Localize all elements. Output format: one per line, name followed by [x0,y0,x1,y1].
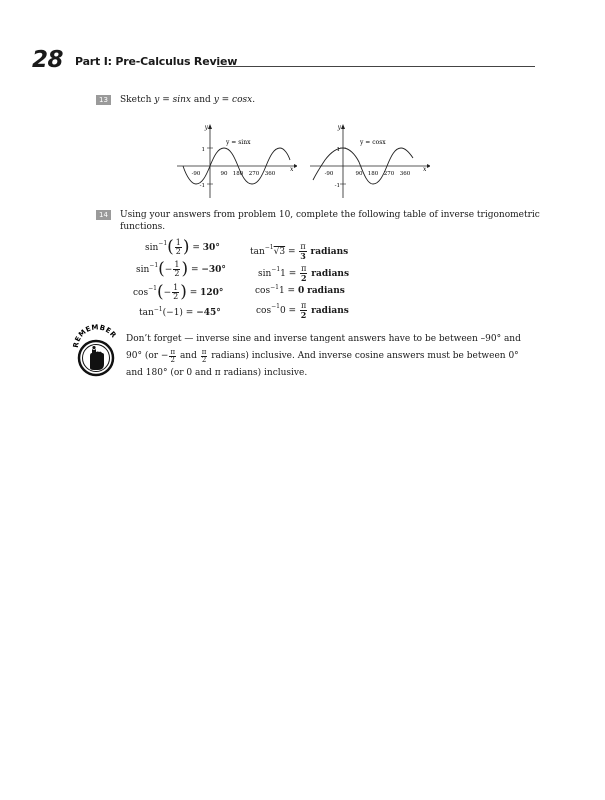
answer-unit: radians [311,268,350,279]
sine-y-arrow [208,124,212,129]
fraction: $\frac{\pi}{2}$ [300,301,307,320]
cosine-tick-360: 360 [399,171,411,177]
answer-value: −30° [201,264,226,275]
cosine-y-label: y [337,124,341,131]
sine-graph [172,120,297,200]
answer-row-right-1: tan $^{-1}$ √3 = $\frac{\pi}{3}$ radians [250,242,349,261]
answer-row-right-2: sin $^{-1}$ 1 = $\frac{\pi}{2}$ radians [258,264,350,283]
q13-prefix: Sketch [120,95,152,105]
question-13-badge: 13 [96,95,111,105]
fraction: $\frac{\pi}{2}$ [301,264,307,283]
sine-tick-ym1: -1 [199,183,205,189]
remember-icon-label: REMEMBER [71,323,118,349]
cosine-tick-y1: 1 [336,147,340,153]
cosine-tick-neg90: -90 [324,171,334,177]
answer-unit: radians [311,305,349,316]
remember-note [126,331,546,382]
q13-eq1: y = sinx [154,95,191,105]
cosine-x-label: x [423,166,427,173]
answer-row-right-4: cos $^{-1}$ 0 = $\frac{\pi}{2}$ radians [256,301,349,320]
sine-tick-180: 180 [232,171,244,177]
answer-unit: radians [310,246,349,257]
remember-line-2: 90° (or − $\frac{\pi}{2}$ and $\frac{\pi}{2}$ radians) inclusive. And inverse cosine answers must be between 0° [126,348,519,364]
q13-and: and [193,95,211,105]
cosine-tick-ym1: -1 [334,183,340,189]
answer-row-left-2: sin $^{-1}$ ( − $\frac{1}{2}$ ) = −30° [136,259,226,279]
q14-prompt-line1: Using your answers from problem 10, complete the following table of inverse trigonometric [120,210,540,220]
fraction: $\frac{\pi}{3}$ [300,242,306,261]
sine-tick-90: 90 [220,171,228,177]
fraction: $\frac{1}{2}$ [173,283,179,301]
cosine-x-arrow [427,164,430,168]
sine-curve-label: y = sinx [226,139,251,146]
sine-x-arrow [294,164,297,168]
answer-row-left-3: cos $^{-1}$ ( − $\frac{1}{2}$ ) = 120° [133,282,224,302]
question-14-prompt [120,209,540,233]
cosine-tick-90: 90 [355,171,363,177]
remember-line-1: Don’t forget — inverse sine and inverse tangent answers have to be between –90° and [126,334,521,344]
answer-row-left-4: tan $^{-1}$ (−1) = −45° [139,305,221,318]
cosine-graph [305,120,430,200]
remember-icon [70,318,122,384]
answer-value: 30° [202,242,220,253]
answer-value: 0 [297,286,305,296]
sine-tick-270: 270 [248,171,260,177]
sine-tick-y1: 1 [201,147,205,153]
cosine-curve-label: y = cosx [360,139,386,146]
sine-y-label: y [204,124,208,131]
question-13-prompt [120,94,255,106]
q14-prompt-line2: functions. [120,222,166,232]
sine-tick-neg90: -90 [191,171,201,177]
answer-unit: radians [307,286,345,296]
cosine-tick-270: 270 [383,171,395,177]
part-title: Part I: Pre-Calculus Review [75,55,238,68]
answer-value: 120° [200,287,224,298]
answer-value: −45° [196,308,221,318]
sine-tick-360: 360 [264,171,276,177]
fraction: $\frac{\pi}{2}$ [201,348,207,364]
answer-row-right-3: cos $^{-1}$ 1 = 0 radians [255,283,345,296]
fraction: $\frac{1}{2}$ [175,238,181,256]
fraction: $\frac{1}{2}$ [174,260,180,278]
question-14-badge: 14 [96,210,111,220]
fraction: $\frac{\pi}{2}$ [170,348,176,364]
q13-eq2: y = cosx. [213,95,256,105]
remember-line-3: and 180° (or 0 and π radians) inclusive. [126,368,308,378]
page-number: 28 [32,47,64,73]
cosine-y-arrow [341,124,345,129]
cosine-tick-180: 180 [367,171,379,177]
header-rule [217,66,535,67]
sine-x-label: x [290,166,294,173]
answer-row-left-1: sin $^{-1}$ ( $\frac{1}{2}$ ) = 30° [145,237,220,257]
